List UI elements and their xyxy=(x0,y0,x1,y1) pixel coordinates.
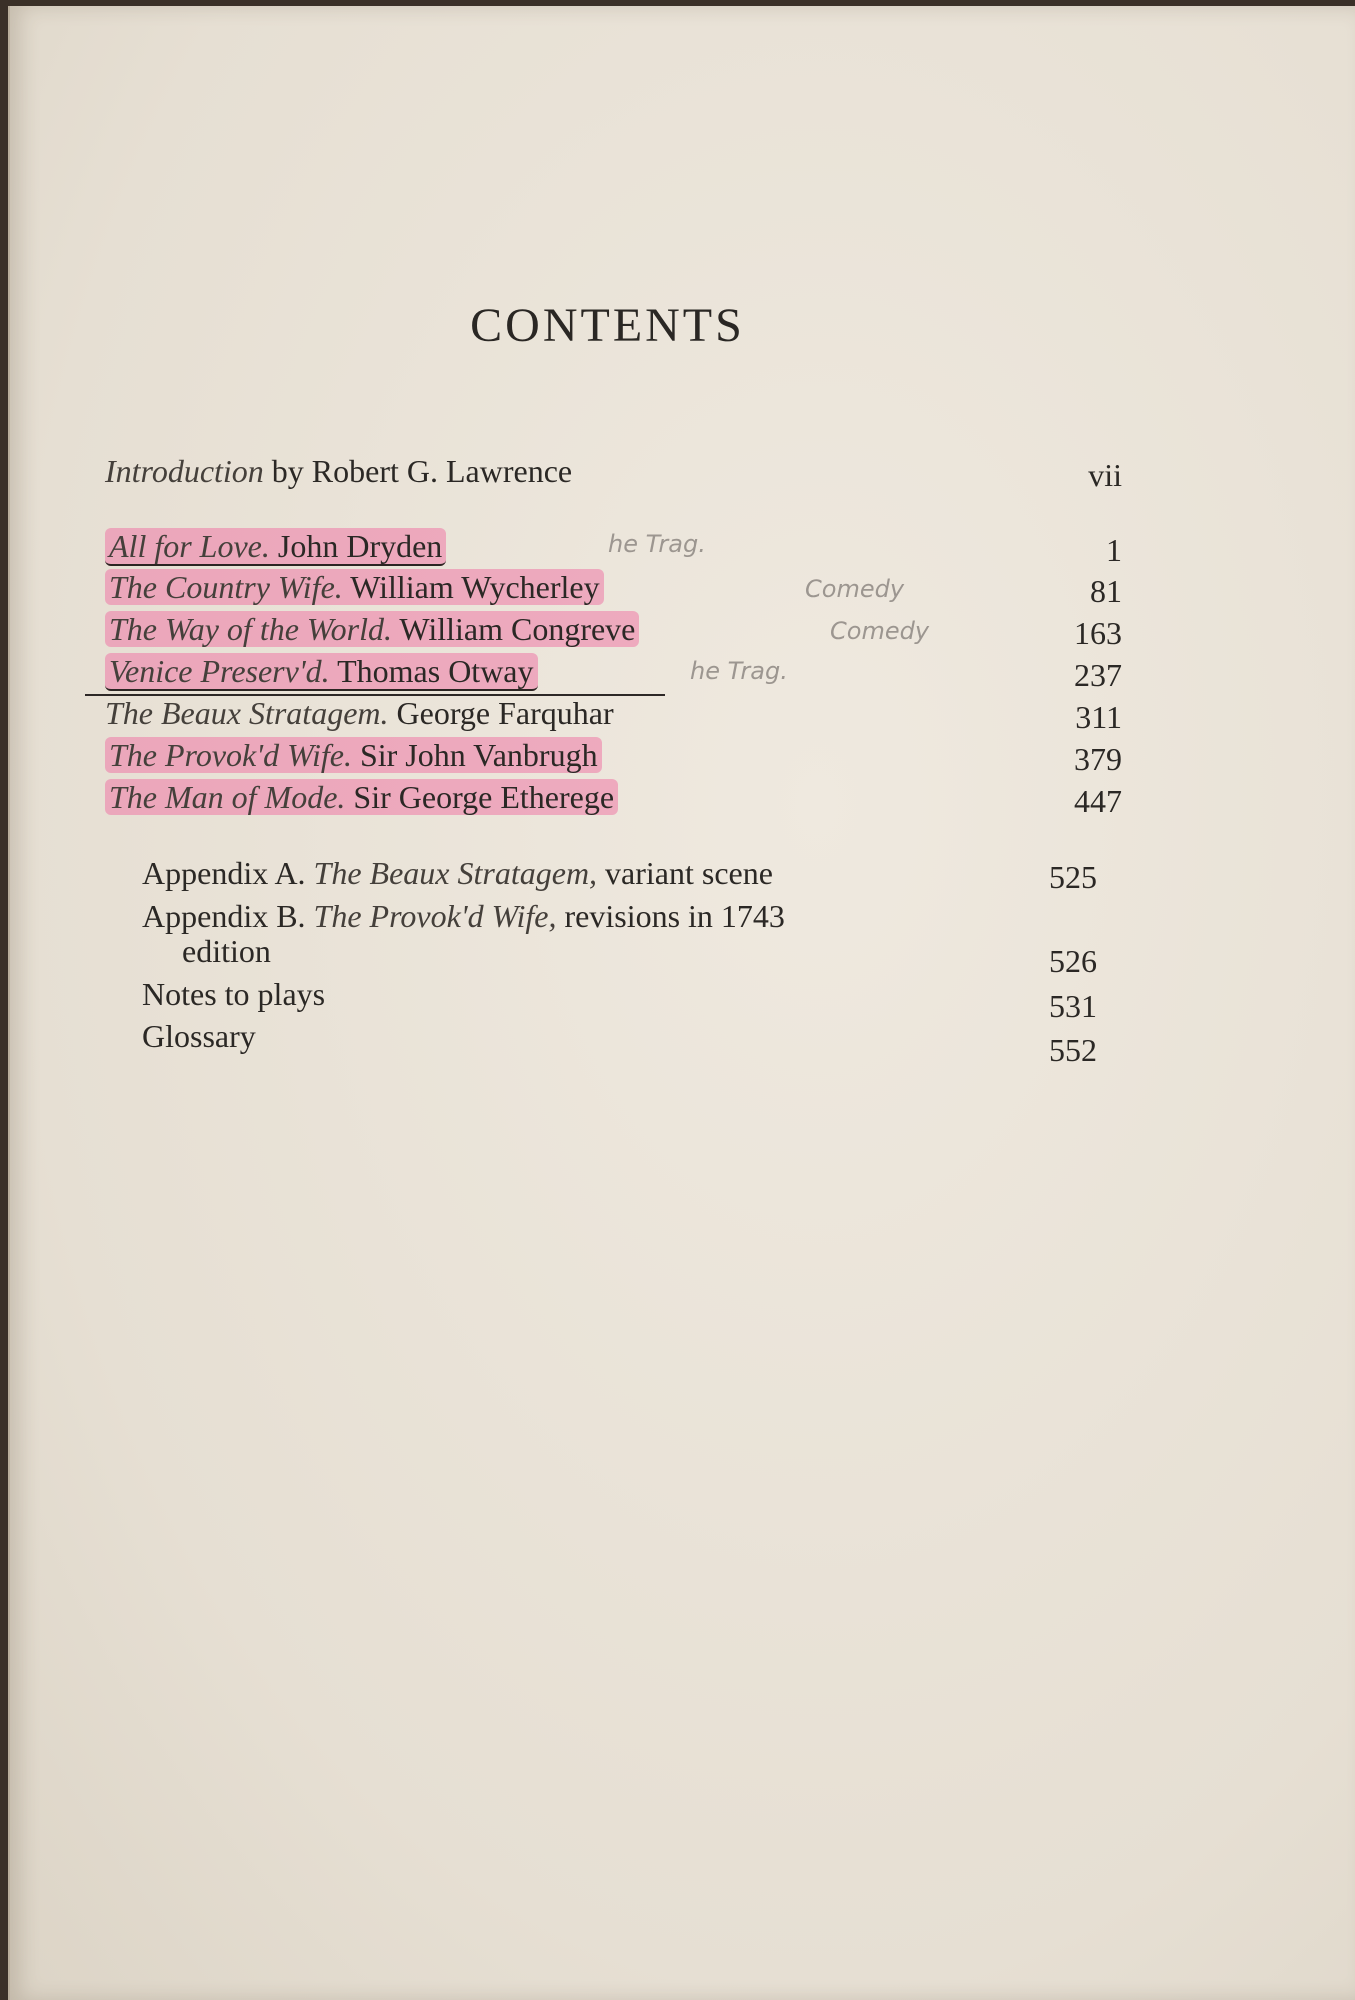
intro-author: by Robert G. Lawrence xyxy=(263,453,573,489)
appendix-title: The Provok'd Wife, xyxy=(313,898,557,934)
toc-play xyxy=(10,611,1355,653)
play-title: The Way of the World. xyxy=(109,611,392,647)
play-author: Thomas Otway xyxy=(329,653,534,689)
book-page xyxy=(8,6,1355,2000)
play-title: Venice Preserv'd. xyxy=(109,653,330,689)
page-number: 237 xyxy=(1074,657,1122,693)
appendix-desc: revisions in 1743 xyxy=(556,898,785,934)
toc-notes xyxy=(10,976,1355,1024)
toc-intro xyxy=(10,453,1355,495)
handwritten-note: Comedy xyxy=(830,617,930,645)
handwritten-note: Comedy xyxy=(805,575,905,603)
play-author: Sir George Etherege xyxy=(345,779,615,815)
notes-label: Notes to plays xyxy=(142,976,326,1012)
play-author: John Dryden xyxy=(269,528,443,564)
toc-play xyxy=(10,653,1355,695)
toc-play xyxy=(10,528,1355,570)
play-author: William Wycherley xyxy=(342,569,600,605)
toc-appendix-cont xyxy=(10,933,1355,979)
page-number: 379 xyxy=(1074,741,1122,777)
play-author: Sir John Vanbrugh xyxy=(351,737,598,773)
page-number: 163 xyxy=(1074,615,1122,651)
play-author: George Farquhar xyxy=(388,695,614,731)
play-title: The Beaux Stratagem. xyxy=(105,695,389,731)
appendix-desc-cont: edition xyxy=(182,933,271,969)
handwritten-note: he Trag. xyxy=(608,530,706,558)
play-title: The Man of Mode. xyxy=(109,779,346,815)
appendix-label: Appendix A. xyxy=(142,855,314,891)
intro-label: Introduction xyxy=(105,453,264,489)
play-author: William Congreve xyxy=(391,611,636,647)
play-title: All for Love. xyxy=(109,528,270,564)
page-number: 447 xyxy=(1074,783,1122,819)
toc-play xyxy=(10,695,1355,737)
page-number: 526 xyxy=(1049,943,1097,979)
page-number: 525 xyxy=(1049,859,1097,895)
appendix-desc: variant scene xyxy=(597,855,773,891)
page-number: 81 xyxy=(1090,573,1122,609)
page-number: 311 xyxy=(1075,699,1122,735)
toc-play xyxy=(10,569,1355,611)
appendix-label: Appendix B. xyxy=(142,898,314,934)
handwritten-note: he Trag. xyxy=(690,657,788,685)
page-number: vii xyxy=(1088,457,1122,493)
page-number: 552 xyxy=(1049,1032,1097,1068)
page-title: CONTENTS xyxy=(470,299,745,352)
page-number: 1 xyxy=(1106,532,1122,568)
page-number: 531 xyxy=(1049,988,1097,1024)
play-title: The Country Wife. xyxy=(109,569,343,605)
toc-play xyxy=(10,779,1355,821)
toc-glossary xyxy=(10,1018,1355,1068)
appendix-title: The Beaux Stratagem, xyxy=(313,855,598,891)
glossary-label: Glossary xyxy=(142,1018,256,1054)
toc-appendix xyxy=(10,855,1355,897)
toc-play xyxy=(10,737,1355,779)
play-title: The Provok'd Wife. xyxy=(109,737,352,773)
